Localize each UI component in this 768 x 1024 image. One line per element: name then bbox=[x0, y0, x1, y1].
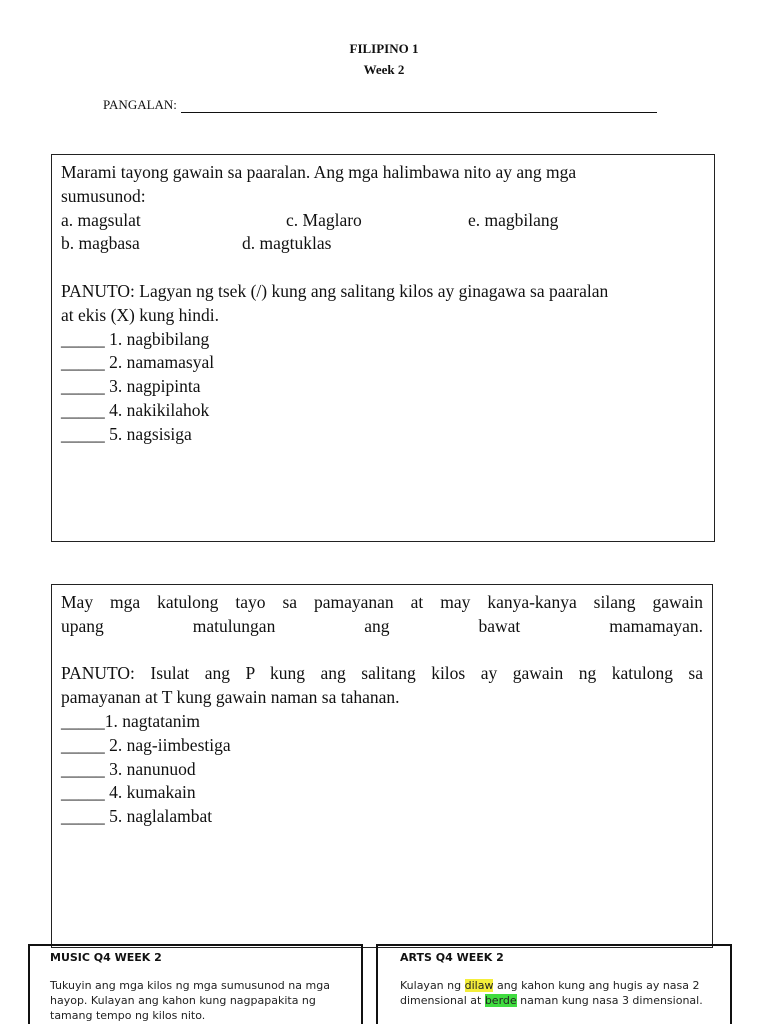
name-blank-line[interactable] bbox=[181, 98, 657, 113]
option-c: c. Maglaro bbox=[286, 209, 362, 230]
arts-text: ang kahon kung ang hugis ay nasa 2 dimensional at bbox=[400, 979, 700, 1007]
highlight-yellow-word: dilaw bbox=[464, 979, 494, 992]
answer-item[interactable]: _____ 3. nanunuod bbox=[61, 758, 196, 779]
answer-item[interactable]: _____ 2. nag-iimbestiga bbox=[61, 734, 231, 755]
name-field-row bbox=[103, 97, 657, 113]
activity-box-1 bbox=[51, 154, 715, 542]
page-subtitle: Week 2 bbox=[363, 62, 405, 77]
highlight-green-word: berde bbox=[484, 994, 517, 1007]
options-row bbox=[61, 232, 705, 256]
arts-text: Kulayan ng bbox=[400, 979, 465, 992]
name-label: PANGALAN: bbox=[103, 97, 177, 112]
instruction-line: PANUTO: Isulat ang P kung ang salitang kilos ay gawain ng katulong sa bbox=[61, 663, 703, 684]
answer-item[interactable]: _____ 2. namamasyal bbox=[61, 352, 215, 373]
intro-line: May mga katulong tayo sa pamayanan at may kanya-kanya silang gawain bbox=[61, 592, 703, 612]
answer-item[interactable]: _____ 4. kumakain bbox=[61, 782, 196, 803]
arts-title: ARTS Q4 WEEK 2 bbox=[400, 951, 504, 964]
intro-line: sumusunod: bbox=[61, 185, 146, 206]
answer-item[interactable]: _____1. nagtatanim bbox=[61, 710, 201, 731]
arts-panel bbox=[376, 944, 732, 1024]
instruction-line: PANUTO: Lagyan ng tsek (/) kung ang salitang kilos ay ginagawa sa paaralan bbox=[61, 280, 609, 301]
options-row bbox=[61, 209, 705, 233]
option-e: e. magbilang bbox=[468, 209, 559, 230]
music-instructions: Tukuyin ang mga kilos ng mga sumusunod na mga hayop. Kulayan ang kahon kung nagpapakita ng tamang tempo ng kilos nito. bbox=[50, 979, 330, 1022]
answer-item[interactable]: _____ 5. nagsisiga bbox=[61, 423, 192, 444]
option-d: d. magtuklas bbox=[242, 233, 332, 254]
answer-item[interactable]: _____ 3. nagpipinta bbox=[61, 376, 201, 397]
arts-text: naman kung nasa 3 dimensional. bbox=[516, 994, 703, 1007]
arts-instructions bbox=[400, 978, 725, 1008]
intro-line: Marami tayong gawain sa paaralan. Ang mga halimbawa nito ay ang mga bbox=[61, 162, 577, 182]
intro-line: upang matulungan ang bawat mamamayan. bbox=[61, 615, 703, 636]
answer-item[interactable]: _____ 4. nakikilahok bbox=[61, 399, 210, 420]
instruction-line: at ekis (X) kung hindi. bbox=[61, 304, 219, 325]
option-a: a. magsulat bbox=[61, 209, 141, 230]
answer-item[interactable]: _____ 5. naglalambat bbox=[61, 806, 213, 827]
instruction-line: pamayanan at T kung gawain naman sa tahanan. bbox=[61, 687, 400, 708]
music-title: MUSIC Q4 WEEK 2 bbox=[50, 951, 162, 964]
activity-box-2 bbox=[51, 584, 713, 948]
answer-item[interactable]: _____ 1. nagbibilang bbox=[61, 328, 210, 349]
option-b: b. magbasa bbox=[61, 233, 140, 254]
music-panel bbox=[28, 944, 363, 1024]
page-title: FILIPINO 1 bbox=[349, 41, 419, 56]
